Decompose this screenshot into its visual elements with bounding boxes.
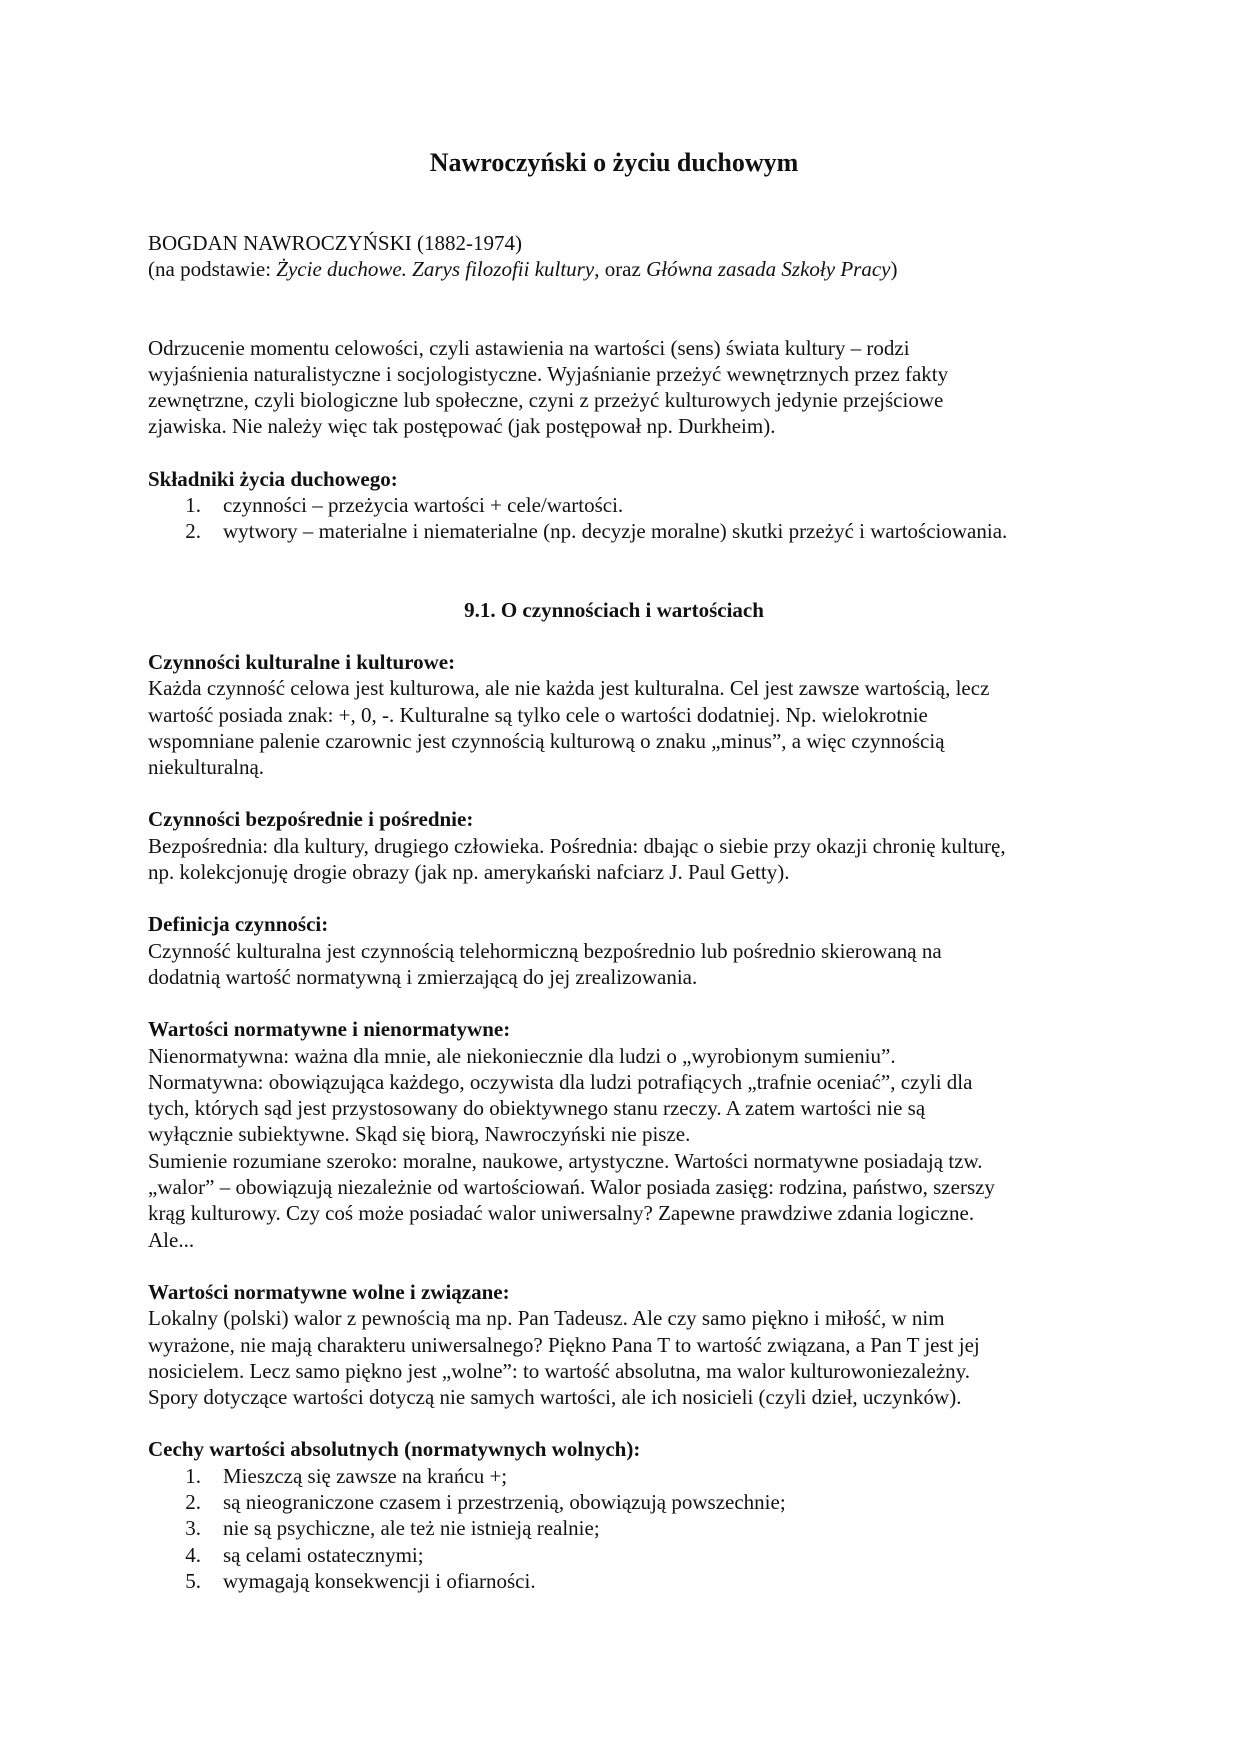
body-line: nosicielem. Lecz samo piękno jest „wolne”: to wartość absolutna, ma walor kulturowoniezależny.: [148, 1358, 971, 1383]
subsection-heading: Czynności bezpośrednie i pośrednie:: [148, 807, 474, 832]
spacer: [148, 440, 1080, 466]
absolute-values-heading: Cechy wartości absolutnych (normatywnych wolnych):: [148, 1437, 641, 1462]
body-line: wyrażone, nie mają charakteru uniwersalnego? Piękno Pana T to wartość związana, a Pan T jest jej: [148, 1332, 980, 1357]
body-line: wartość posiada znak: +, 0, -. Kulturalne są tylko cele o wartości dodatniej. Np. wielokrotnie: [148, 702, 928, 727]
spacer: [148, 545, 1080, 597]
intro-line: wyjaśnienia naturalistyczne i socjologistyczne. Wyjaśnianie przeżyć wewnętrznych przez fakty: [148, 361, 949, 386]
list-item: [148, 1463, 1080, 1489]
body-line: Ale...: [148, 1227, 195, 1252]
spacer: [148, 1410, 1080, 1436]
list-number: 1.: [185, 1463, 201, 1488]
list-number: 2.: [185, 1489, 201, 1514]
list-number: 2.: [185, 519, 201, 544]
source-middle: , oraz: [594, 257, 647, 282]
intro-line: zewnętrzne, czyli biologiczne lub społeczne, czyni z przeżyć kulturowych jedynie przejściowe: [148, 388, 944, 413]
subsection-heading: Definicja czynności:: [148, 912, 329, 937]
section-block: [148, 911, 1080, 990]
section-block: [148, 806, 1080, 885]
body-line: Normatywna: obowiązująca każdego, oczywista dla ludzi potrafiących „trafnie oceniać”, czyli dla: [148, 1069, 973, 1094]
source-work-2: Główna zasada Szkoły Pracy: [646, 257, 891, 282]
spacer: [148, 780, 1080, 806]
body-line: np. kolekcjonuję drogie obrazy (jak np. amerykański nafciarz J. Paul Getty).: [148, 860, 790, 885]
spacer: [148, 990, 1080, 1016]
list-text: wymagają konsekwencji i ofiarności.: [223, 1568, 536, 1593]
source-work-1: Życie duchowe. Zarys filozofii kultury: [276, 257, 595, 282]
section-heading: 9.1. O czynnościach i wartościach: [464, 597, 764, 622]
source-prefix: (na podstawie:: [148, 257, 277, 282]
list-item: [148, 1568, 1080, 1594]
body-line: wspomniane palenie czarownic jest czynnością kulturową o znaku „minus”, a więc czynnością: [148, 728, 945, 753]
body-line: wyłącznie subiektywne. Skąd się biorą, Nawroczyński nie pisze.: [148, 1122, 691, 1147]
body-line: Spory dotyczące wartości dotyczą nie samych wartości, ale ich nosicieli (czyli dzieł, uczynków).: [148, 1385, 962, 1410]
body-line: Bezpośrednia: dla kultury, drugiego człowieka. Pośrednia: dbając o siebie przy okazji chronię kulturę,: [148, 833, 1006, 858]
body-line: Sumienie rozumiane szeroko: moralne, naukowe, artystyczne. Wartości normatywne posiadają tzw.: [148, 1148, 983, 1173]
author-line: BOGDAN NAWROCZYŃSKI (1882-1974): [148, 231, 522, 255]
body-line: Lokalny (polski) walor z pewnością ma np. Pan Tadeusz. Ale czy samo piękno i miłość, w nim: [148, 1306, 945, 1331]
spacer: [148, 1253, 1080, 1279]
list-number: 4.: [185, 1542, 201, 1567]
absolute-values-list: [148, 1463, 1080, 1594]
section-block: [148, 1279, 1080, 1410]
body-line: dodatnią wartość normatywną i zmierzającą do jej zrealizowania.: [148, 964, 698, 989]
list-text: czynności – przeżycia wartości + cele/wartości.: [223, 493, 624, 518]
list-item: [148, 1489, 1080, 1515]
list-item: [148, 1515, 1080, 1541]
body-line: niekulturalną.: [148, 755, 265, 780]
body-line: krąg kulturowy. Czy coś może posiadać walor uniwersalny? Zapewne prawdziwe zdania logiczne.: [148, 1201, 975, 1226]
body-line: „walor” – obowiązują niezależnie od wartościowań. Walor posiada zasięg: rodzina, państwo, szerszy: [148, 1175, 995, 1200]
list-text: nie są psychiczne, ale też nie istnieją realnie;: [223, 1516, 600, 1541]
page-title: Nawroczyński o życiu duchowym: [429, 148, 799, 177]
list-number: 3.: [185, 1516, 201, 1541]
list-item: [148, 492, 1080, 518]
list-text: Mieszczą się zawsze na krańcu +;: [223, 1463, 508, 1488]
section-block: [148, 1016, 1080, 1253]
body-line: Każda czynność celowa jest kulturowa, ale nie każda jest kulturalna. Cel jest zawsze wartością, lecz: [148, 676, 990, 701]
list-text: wytwory – materialne i niematerialne (np. decyzje moralne) skutki przeżyć i wartościowania.: [223, 519, 1008, 544]
list-item: [148, 1542, 1080, 1568]
subsection-heading: Wartości normatywne wolne i związane:: [148, 1279, 510, 1304]
body-line: tych, których sąd jest przystosowany do obiektywnego stanu rzeczy. A zatem wartości nie są: [148, 1096, 926, 1121]
subsection-heading: Czynności kulturalne i kulturowe:: [148, 649, 456, 674]
list-number: 5.: [185, 1568, 201, 1593]
subsection-heading: Wartości normatywne i nienormatywne:: [148, 1017, 511, 1042]
body-line: Nienormatywna: ważna dla mnie, ale niekoniecznie dla ludzi o „wyrobionym sumieniu”.: [148, 1043, 896, 1068]
source-line: [148, 256, 1080, 282]
intro-line: zjawiska. Nie należy więc tak postępować (jak postępował np. Durkheim).: [148, 414, 776, 439]
spacer: [148, 283, 1080, 335]
list-text: są nieograniczone czasem i przestrzenią, obowiązują powszechnie;: [223, 1489, 786, 1514]
spacer: [148, 885, 1080, 911]
list-item: [148, 518, 1080, 544]
intro-line: Odrzucenie momentu celowości, czyli astawienia na wartości (sens) świata kultury – rodzi: [148, 335, 910, 360]
spacer: [148, 623, 1080, 649]
intro-paragraph: [148, 335, 1080, 440]
source-suffix: ): [890, 257, 898, 282]
list-text: są celami ostatecznymi;: [223, 1542, 424, 1567]
components-list: [148, 492, 1080, 545]
section-block: [148, 649, 1080, 780]
body-line: Czynność kulturalna jest czynnością telehormiczną bezpośrednio lub pośrednio skierowaną na: [148, 938, 942, 963]
components-heading: Składniki życia duchowego:: [148, 466, 398, 491]
list-number: 1.: [185, 493, 201, 518]
